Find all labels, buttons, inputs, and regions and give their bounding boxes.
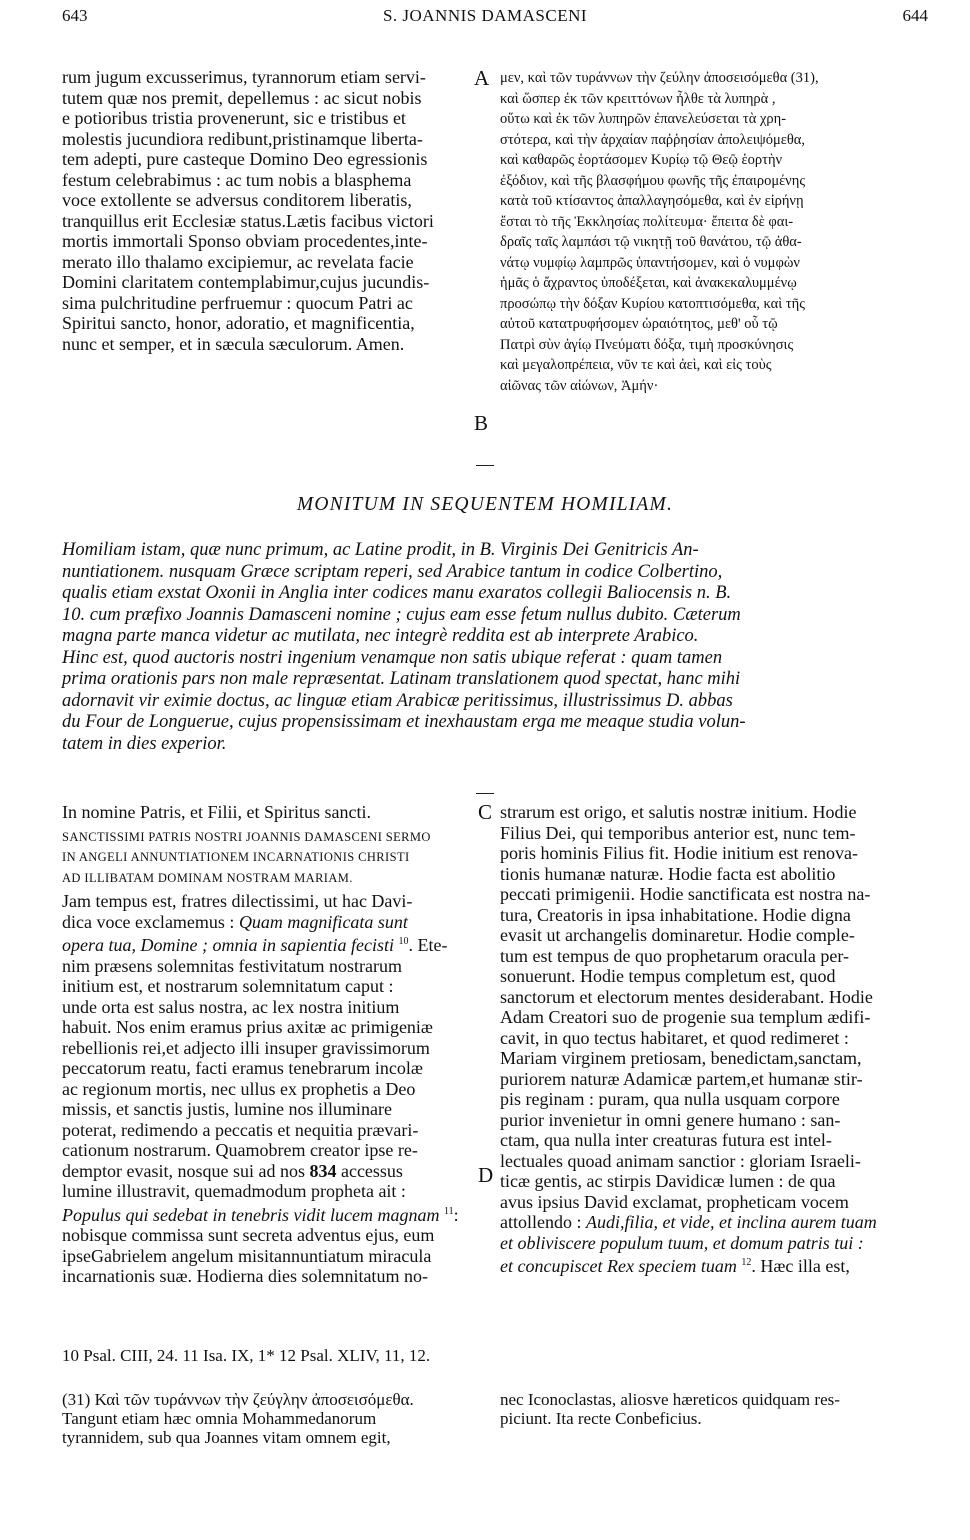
monitum-line: Homiliam istam, quæ nunc primum, ac Latine prodit, in B. Virginis Dei Genitricis An- [62,540,699,560]
latin-line: e potioribus tristia provenerunt, sic e tristibus et [62,108,406,128]
body-line: unde orta est salus nostra, ac lex nostra initium [62,996,400,1017]
body-line: habuit. Nos enim eramus prius axitæ ac primigeniæ [62,1017,433,1037]
greek-line: καὶ καθαρῶς ἑορτάσομεν Κυρίῳ τῷ Θεῷ ἑορτὴν [500,152,783,168]
body-line: poterat, redimendo a peccatis et nequitia prævari- [62,1119,419,1140]
greek-line: αἰῶνας τῶν αἰώνων, Ἀμήν· [500,377,659,394]
latin-line: rum jugum excusserimus, tyrannorum etiam servi- [62,67,426,87]
body-line: lumine illustravit, quemadmodum propheta ait : [62,1181,406,1201]
latin-line: voce extollente se adversus conditorem liberatis, [62,190,412,210]
body-line: purior invenietur in omni genere humano : san- [500,1109,841,1130]
monitum-line: nuntiationem. nusquam Græce scriptam reperi, sed Arabice tantum in codice Colbertino, [62,561,723,582]
body-line: dica voce exclamemus : Quam magnificata sunt [62,911,408,932]
body-line: evasit ut archangelis dominaretur. Hodie comple- [500,925,855,945]
margin-letter-b: B [474,411,489,435]
body-line: tionis humanæ naturæ. Hodie facta est abolitio [500,863,836,884]
body-line: Jam tempus est, fratres dilectissimi, ut hac Davi- [62,891,413,911]
monitum-line: 10. cum præfixo Joannis Damasceni nomine ; cujus eam esse fetum nullus dubito. Cæterum [62,604,741,625]
latin-line: Spiritui sancto, honor, adoratio, et magnificentia, [62,313,415,333]
body-line: attollendo : Audi,filia, et vide, et inclina aurem tuam [500,1212,877,1232]
greek-line: κατὰ τοῦ κτίσαντος ἀπαλλαγησόμεθα, καὶ ἐν εἰρήνῃ [500,193,804,209]
sermo-heading-1: SANCTISSIMI PATRIS NOSTRI JOANNIS DAMASCENI SERMO [62,829,431,844]
body-line: Filius Dei, qui temporibus anterior est, nunc tem- [500,822,856,843]
greek-line: προσώπῳ τὴν δόξαν Κυρίου κατοπτισόμεθα, καὶ τῆς [500,295,805,312]
note-line: tyrannidem, sub qua Joannes vitam omnem egit, [62,1428,391,1447]
body-line: rebellionis rei,et adjecto illi insuper gravissimorum [62,1037,430,1058]
homily-right-column [500,802,877,1277]
greek-line: μεν, καὶ τῶν τυράννων τὴν ζεύλην ἀποσεισόμεθα (31), [500,70,819,86]
greek-line: ἡμᾶς ὁ ἄχραντος ὑποδέξεται, καὶ ἀνακεκαλυμμένῳ [500,275,797,291]
monitum-line: adornavit vir eximie doctus, ac linguæ etiam Arabicæ peritissimus, illustrissimus D. abbas [62,690,733,711]
body-line: ac regionum mortis, nec ullus ex prophetis a Deo [62,1078,416,1099]
note-line: (31) Καὶ τῶν τυράννων τὴν ζεύγλην ἀποσεισόμεθα. [62,1390,414,1409]
greek-line: οὕτω καὶ ἐκ τῶν λυπηρῶν ἐπανελεύσεται τὰ χρη- [500,111,787,127]
sermo-heading-2: IN ANGELI ANNUNTIATIONEM INCARNATIONIS CHRISTI [62,850,410,864]
running-title: S. JOANNIS DAMASCENI [382,6,588,25]
scripture-footnotes: 10 Psal. CIII, 24. 11 Isa. IX, 1* 12 Psal. XLIV, 11, 12. [62,1346,431,1365]
editorial-note-left [62,1390,414,1447]
latin-line: nunc et semper, et in sæcula sæculorum. Amen. [62,333,405,354]
body-line: missis, et sanctis justis, lumine nos illuminare [62,1099,392,1119]
divider-top [476,465,494,466]
homily-left-column [62,802,459,1287]
body-line: Mariam virginem pretiosam, benedictam,sanctam, [500,1048,862,1068]
body-line: lectuales quoad animam sanctior : gloriam Israeli- [500,1150,861,1171]
body-line: tum est tempus de quo prophetarum oracula per- [500,945,850,966]
greek-line: αὐτοῦ κατατρυφήσομεν ὡραιότητος, μεθ' οὗ τῷ [500,316,778,332]
latin-line: festum celebrabimus : ac tum nobis a blasphema [62,169,412,190]
latin-line: tranquillus erit Ecclesiæ status.Lætis facibus victori [62,210,434,231]
monitum-title: MONITUM IN SEQUENTEM HOMILIAM. [296,494,674,515]
margin-letter-d: D [478,1163,494,1187]
latin-line: molestis jucundiora redibunt,pristinamque liberta- [62,128,423,149]
page-number-right: 644 [902,6,928,25]
latin-line: merato illo thalamo excipiemur, ac revelata facie [62,251,414,272]
latin-top-column [62,67,434,354]
greek-line: Πατρὶ σὺν ἁγίῳ Πνεύματι δόξα, τιμὴ προσκύνησις [500,336,794,353]
greek-line: ἔσται τὸ τῆς Ἐκκλησίας πολίτευμα· ἔπειτα δὲ φαι- [500,213,794,230]
body-line: demptor evasit, nosque sui ad nos 834 accessus [62,1160,403,1181]
body-line: ticæ gentis, ac stirpis Davidicæ lumen : de qua [500,1171,836,1191]
monitum-text [62,540,746,755]
body-line: tura, Creatoris in ipsa inhabitatione. Hodie digna [500,904,851,925]
greek-line: δραῖς ταῖς λαμπάσι τῷ νικητῇ τοῦ θανάτου, τῷ ἀθα- [500,234,802,250]
latin-line: tutem quæ nos premit, depellemus : ac sicut nobis [62,87,422,108]
body-line: ctam, qua nulla inter creaturas futura est intel- [500,1130,832,1150]
monitum-line: qualis etiam exstat Oxonii in Anglia inter codices manu exaratos collegii Baliocensis n. B. [62,583,732,603]
sermo-heading-3: AD ILLIBATAM DOMINAM NOSTRAM MARIAM. [62,870,353,885]
greek-top-column [500,68,819,396]
latin-line: tem adepti, pure casteque Domino Deo egressionis [62,149,428,169]
body-line: strarum est origo, et salutis nostræ initium. Hodie [500,802,857,822]
greek-line: καὶ μεγαλοπρέπεια, νῦν τε καὶ ἀεὶ, καὶ εἰς τοὺς [500,357,772,373]
invocation: In nomine Patris, et Filii, et Spiritus sancti. [62,802,371,822]
note-line: Tangunt etiam hæc omnia Mohammedanorum [62,1409,377,1428]
body-line: incarnationis suæ. Hodierna dies solemnitatum no- [62,1266,428,1286]
body-line: peccatorum reatu, facti eramus tenebrarum incolæ [62,1058,423,1078]
body-line: pis reginam : puram, qua nulla usquam corpore [500,1089,840,1109]
body-line: nim præsens solemnitas festivitatum nostrarum [62,955,402,976]
note-line: nec Iconoclastas, aliosve hæreticos quidquam res- [500,1390,840,1409]
note-line: piciunt. Ita recte Conbeficius. [500,1409,702,1428]
greek-line: καὶ ὥσπερ ἐκ τῶν κρειττόνων ἦλθε τὰ λυπηρὰ , [500,90,776,107]
body-line: Adam Creatori suo de progenie sua templum ædifi- [500,1007,871,1027]
body-line: nobisque commissa sunt secreta adventus ejus, eum [62,1225,435,1245]
monitum-line: Hinc est, quod auctoris nostri ingenium venamque non satis ubique referat : quam tamen [62,647,723,668]
body-line: initium est, et nostrarum solemnitatum caput : [62,976,394,996]
page-number-left: 643 [62,6,88,25]
editorial-note-right [500,1390,840,1428]
latin-line: sima pulchritudine perfruemur : quocum Patri ac [62,292,413,313]
margin-letter-a: A [474,66,490,90]
monitum-line: tatem in dies experior. [62,733,227,754]
body-line: ipseGabrielem angelum misitannuntiatum miracula [62,1245,432,1266]
greek-line: νάτῳ νυμφίῳ λαμπρῶς ὑπαντήσομεν, καὶ ὁ νυμφὼν [500,254,800,271]
latin-line: mortis immortali Sponso obviam procedentes,inte- [62,231,428,251]
body-line: puriorem naturæ Adamicæ partem,et humanæ stir- [500,1068,863,1089]
body-line: peccati primigenii. Hodie sanctificata est nostra na- [500,884,871,904]
body-line: sonuerunt. Hodie tempus completum est, quod [500,966,836,986]
body-line: opera tua, Domine ; omnia in sapientia fecisti $^{10}$. Ete- [62,935,448,955]
latin-line: Domini claritatem contemplabimur,cujus jucundis- [62,272,430,292]
body-line: poris hominis Filius fit. Hodie initium est renova- [500,843,858,863]
divider-middle [476,793,494,794]
monitum-line: du Four de Longuerue, cujus propensissimam et inexhaustam erga me meaque studia volun- [62,712,746,732]
monitum-line: prima orationis pars non male repræsentat. Latinam translationem quod spectat, hanc mihi [62,669,741,689]
body-line: avus ipsius David exclamat, propheticam vocem [500,1191,849,1212]
body-line: Populus qui sedebat in tenebris vidit lucem magnam $^{11}$: [62,1204,459,1225]
body-line: sanctorum et electorum mentes desiderabant. Hodie [500,986,873,1007]
monitum-line: magna parte manca videtur ac mutilata, nec integrè reddita est ab interprete Arabico. [62,626,699,646]
body-line: et obliviscere populum tuum, et domum patris tui : [500,1232,864,1253]
margin-letter-c: C [478,800,493,824]
body-line: cavit, in quo tectus habitaret, et quod redimeret : [500,1027,849,1048]
greek-line: ἐξόδιον, καὶ τῆς βλασφήμου φωνῆς τῆς ἐπαιρομένης [500,172,806,189]
greek-line: στότερα, καὶ τὴν ἀρχαίαν παῤῥησίαν ἀπολειψόμεθα, [500,131,806,148]
body-line: cationum nostrarum. Quamobrem creator ipse re- [62,1140,418,1160]
body-line: et concupiscet Rex speciem tuam $^{12}$. Hæc illa est, [500,1256,850,1276]
